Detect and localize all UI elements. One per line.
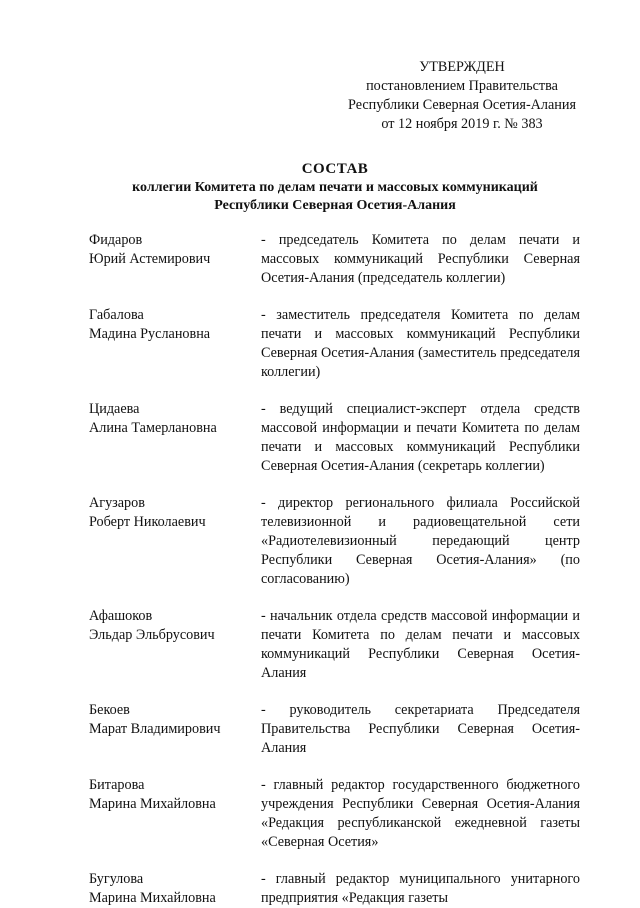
member-entry: [89, 870, 584, 908]
member-surname: Габалова: [89, 307, 144, 323]
member-surname: Агузаров: [89, 495, 145, 511]
document-subtitle-line: коллегии Комитета по делам печати и массовых коммуникаций: [132, 180, 538, 195]
member-name: [89, 400, 261, 438]
member-role: - руководитель секретариата Председателя Правительства Республики Северная Осетия-Алания: [261, 702, 580, 756]
member-entry: [89, 306, 584, 382]
approval-line: постановлением Правительства: [366, 78, 558, 94]
member-role: - главный редактор муниципального унитарного предприятия «Редакция газеты: [261, 871, 580, 906]
member-name: [89, 701, 261, 739]
document-subtitle-line: Республики Северная Осетия-Алания: [214, 198, 456, 213]
member-given-names: Эльдар Эльбрусович: [89, 627, 215, 643]
approval-heading: УТВЕРЖДЕН: [419, 59, 505, 75]
member-surname: Афашоков: [89, 608, 153, 624]
member-name: [89, 306, 261, 344]
member-role: - главный редактор государственного бюджетного учреждения Республики Северная Осетия-Алания «Редакция республиканской ежедневной газеты «Северная Осетия»: [261, 777, 580, 850]
member-given-names: Марат Владимирович: [89, 721, 221, 737]
member-given-names: Алина Тамерлановна: [89, 420, 217, 436]
member-given-names: Мадина Руслановна: [89, 326, 211, 342]
member-surname: Бугулова: [89, 871, 144, 887]
member-name: [89, 776, 261, 814]
member-surname: Фидаров: [89, 232, 143, 248]
member-surname: Бекоев: [89, 702, 130, 718]
document-title: СОСТАВ: [301, 161, 369, 177]
member-name: [89, 870, 261, 908]
member-entry: [89, 607, 584, 683]
member-name: [89, 231, 261, 269]
member-role: - заместитель председателя Комитета по делам печати и массовых коммуникаций Республики Северная Осетия-Алания (заместитель председателя коллегии): [261, 307, 580, 380]
member-role: - начальник отдела средств массовой информации и печати Комитета по делам печати и массовых коммуникаций Республики Северная Осетия-Алания: [261, 608, 580, 681]
member-entry: [89, 776, 584, 852]
member-given-names: Марина Михайловна: [89, 890, 216, 906]
member-role: - ведущий специалист-эксперт отдела средств массовой информации и печати Комитета по делам печати и массовых коммуникаций Республики Северная Осетия-Алания (секретарь коллегии): [261, 401, 580, 474]
member-name: [89, 607, 261, 645]
member-given-names: Марина Михайловна: [89, 796, 216, 812]
member-entry: [89, 701, 584, 758]
member-role: - директор регионального филиала Российской телевизионной и радиовещательной сети «Радиотелевизионный передающий центр Республики Северная Осетия-Алания» (по согласованию): [261, 495, 580, 587]
member-list: [89, 231, 584, 908]
member-entry: [89, 494, 584, 589]
member-entry: [89, 400, 584, 476]
approval-date: от 12 ноября 2019 г. № 383: [381, 116, 543, 132]
member-given-names: Роберт Николаевич: [89, 514, 206, 530]
member-surname: Цидаева: [89, 401, 140, 417]
approval-line: Республики Северная Осетия-Алания: [347, 97, 576, 113]
member-role: - председатель Комитета по делам печати и массовых коммуникаций Республики Северная Осетия-Алания (председатель коллегии): [261, 232, 580, 286]
member-given-names: Юрий Астемирович: [89, 251, 211, 267]
member-name: [89, 494, 261, 532]
member-entry: [89, 231, 584, 288]
member-surname: Битарова: [89, 777, 145, 793]
approval-stamp: [332, 58, 592, 134]
document-heading: [90, 160, 580, 215]
